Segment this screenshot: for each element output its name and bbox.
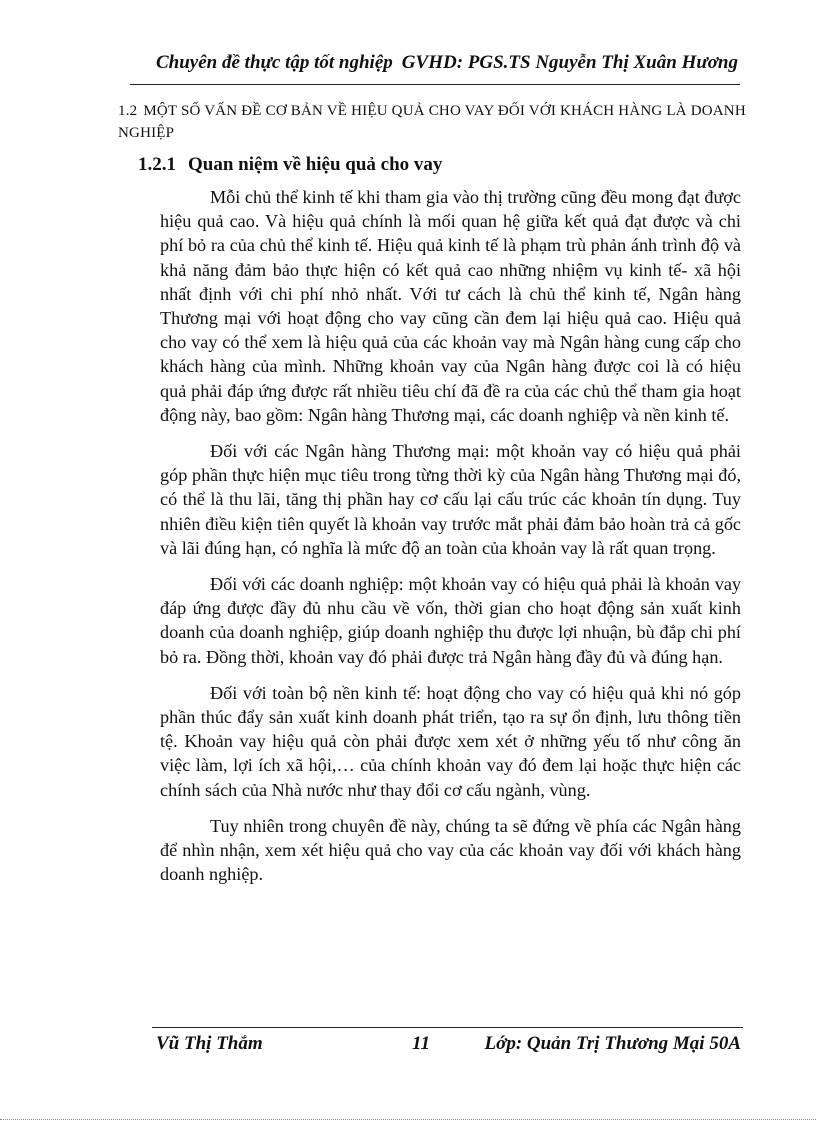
paragraph-1: Mỗi chủ thể kinh tế khi tham gia vào thị trường cũng đều mong đạt được hiệu quả cao. Và hiệu quả chính là mối quan hệ giữa kết quả đạt được và chi phí bỏ ra của chủ thể kinh tế. Hiệu quả kinh tế là phạm trù phản ánh trình độ và khả năng đảm bảo thực hiện có kết quả cao những nhiệm vụ kinh tế- xã hội nhất định với chi phí nhỏ nhất. Với tư cách là chủ thể kinh tế, Ngân hàng Thương mại với hoạt động cho vay cũng cần đem lại hiệu quả cao. Hiệu quả cho vay có thể xem là hiệu quả của các khoản vay mà Ngân hàng cung cấp cho khách hàng của mình. Những khoản vay của Ngân hàng được coi là có hiệu quả phải đáp ứng được rất nhiều tiêu chí đã đề ra của các chủ thể tham gia hoạt động này, bao gồm: Ngân hàng Thương mại, các doanh nghiệp và nền kinh tế. [160, 187, 741, 425]
paragraph-5: Tuy nhiên trong chuyên đề này, chúng ta sẽ đứng về phía các Ngân hàng để nhìn nhận, xem xét hiệu quả cho vay của các khoản vay đối với khách hàng doanh nghiệp. [160, 815, 741, 885]
section-heading [118, 100, 748, 144]
subsection-number: 1.2.1 [138, 154, 176, 175]
section-number: 1.2 [118, 103, 138, 119]
header-supervisor: GVHD: PGS.TS Nguyễn Thị Xuân Hương [401, 52, 738, 73]
header-report-title: Chuyên đề thực tập tốt nghiệp [156, 52, 393, 73]
body-text [160, 185, 741, 898]
subsection-title-text: Quan niệm về hiệu quả cho vay [188, 154, 443, 175]
section-title-text: MỘT SỐ VẤN ĐỀ CƠ BẢN VỀ HIỆU QUẢ CHO VAY ĐỐI VỚI KHÁCH HÀNG LÀ DOANH NGHIỆP [118, 103, 746, 141]
paragraph-3: Đối với các doanh nghiệp: một khoản vay có hiệu quả phải là khoản vay đáp ứng được đầy đủ nhu cầu về vốn, thời gian cho hoạt động sản xuất kinh doanh của doanh nghiệp, giúp doanh nghiệp thu được lợi nhuận, bù đắp chi phí bỏ ra. Đồng thời, khoản vay đó phải được trả Ngân hàng đầy đủ và đúng hạn. [160, 574, 741, 667]
page-footer [152, 1027, 743, 1062]
page-header [130, 50, 740, 85]
footer-author: Vũ Thị Thắm [156, 1033, 263, 1054]
paragraph-2: Đối với các Ngân hàng Thương mại: một khoản vay có hiệu quả phải góp phần thực hiện mục tiêu trong từng thời kỳ của Ngân hàng Thương mại đó, có thể là thu lãi, tăng thị phần hay cơ cấu lại cấu trúc các khoản tín dụng. Tuy nhiên điều kiện tiên quyết là khoản vay trước mắt phải đảm bảo hoàn trả cả gốc và lãi đúng hạn, có nghĩa là mức độ an toàn của khoản vay là rất quan trọng. [160, 441, 741, 558]
paragraph-4: Đối với toàn bộ nền kinh tế: hoạt động cho vay có hiệu quả khi nó góp phần thúc đẩy sản xuất kinh doanh phát triển, tạo ra sự ổn định, lưu thông tiền tệ. Khoản vay hiệu quả còn phải được xem xét ở những yếu tố như công ăn việc làm, lợi ích xã hội,… của chính khoản vay đó đem lại hoặc thực hiện các chính sách của Nhà nước như thay đổi cơ cấu ngành, vùng. [160, 682, 741, 800]
subsection-heading [138, 154, 442, 176]
page-edge-divider [0, 1119, 816, 1120]
page-number: 11 [412, 1033, 430, 1054]
footer-class: Lớp: Quản Trị Thương Mại 50A [484, 1033, 741, 1054]
